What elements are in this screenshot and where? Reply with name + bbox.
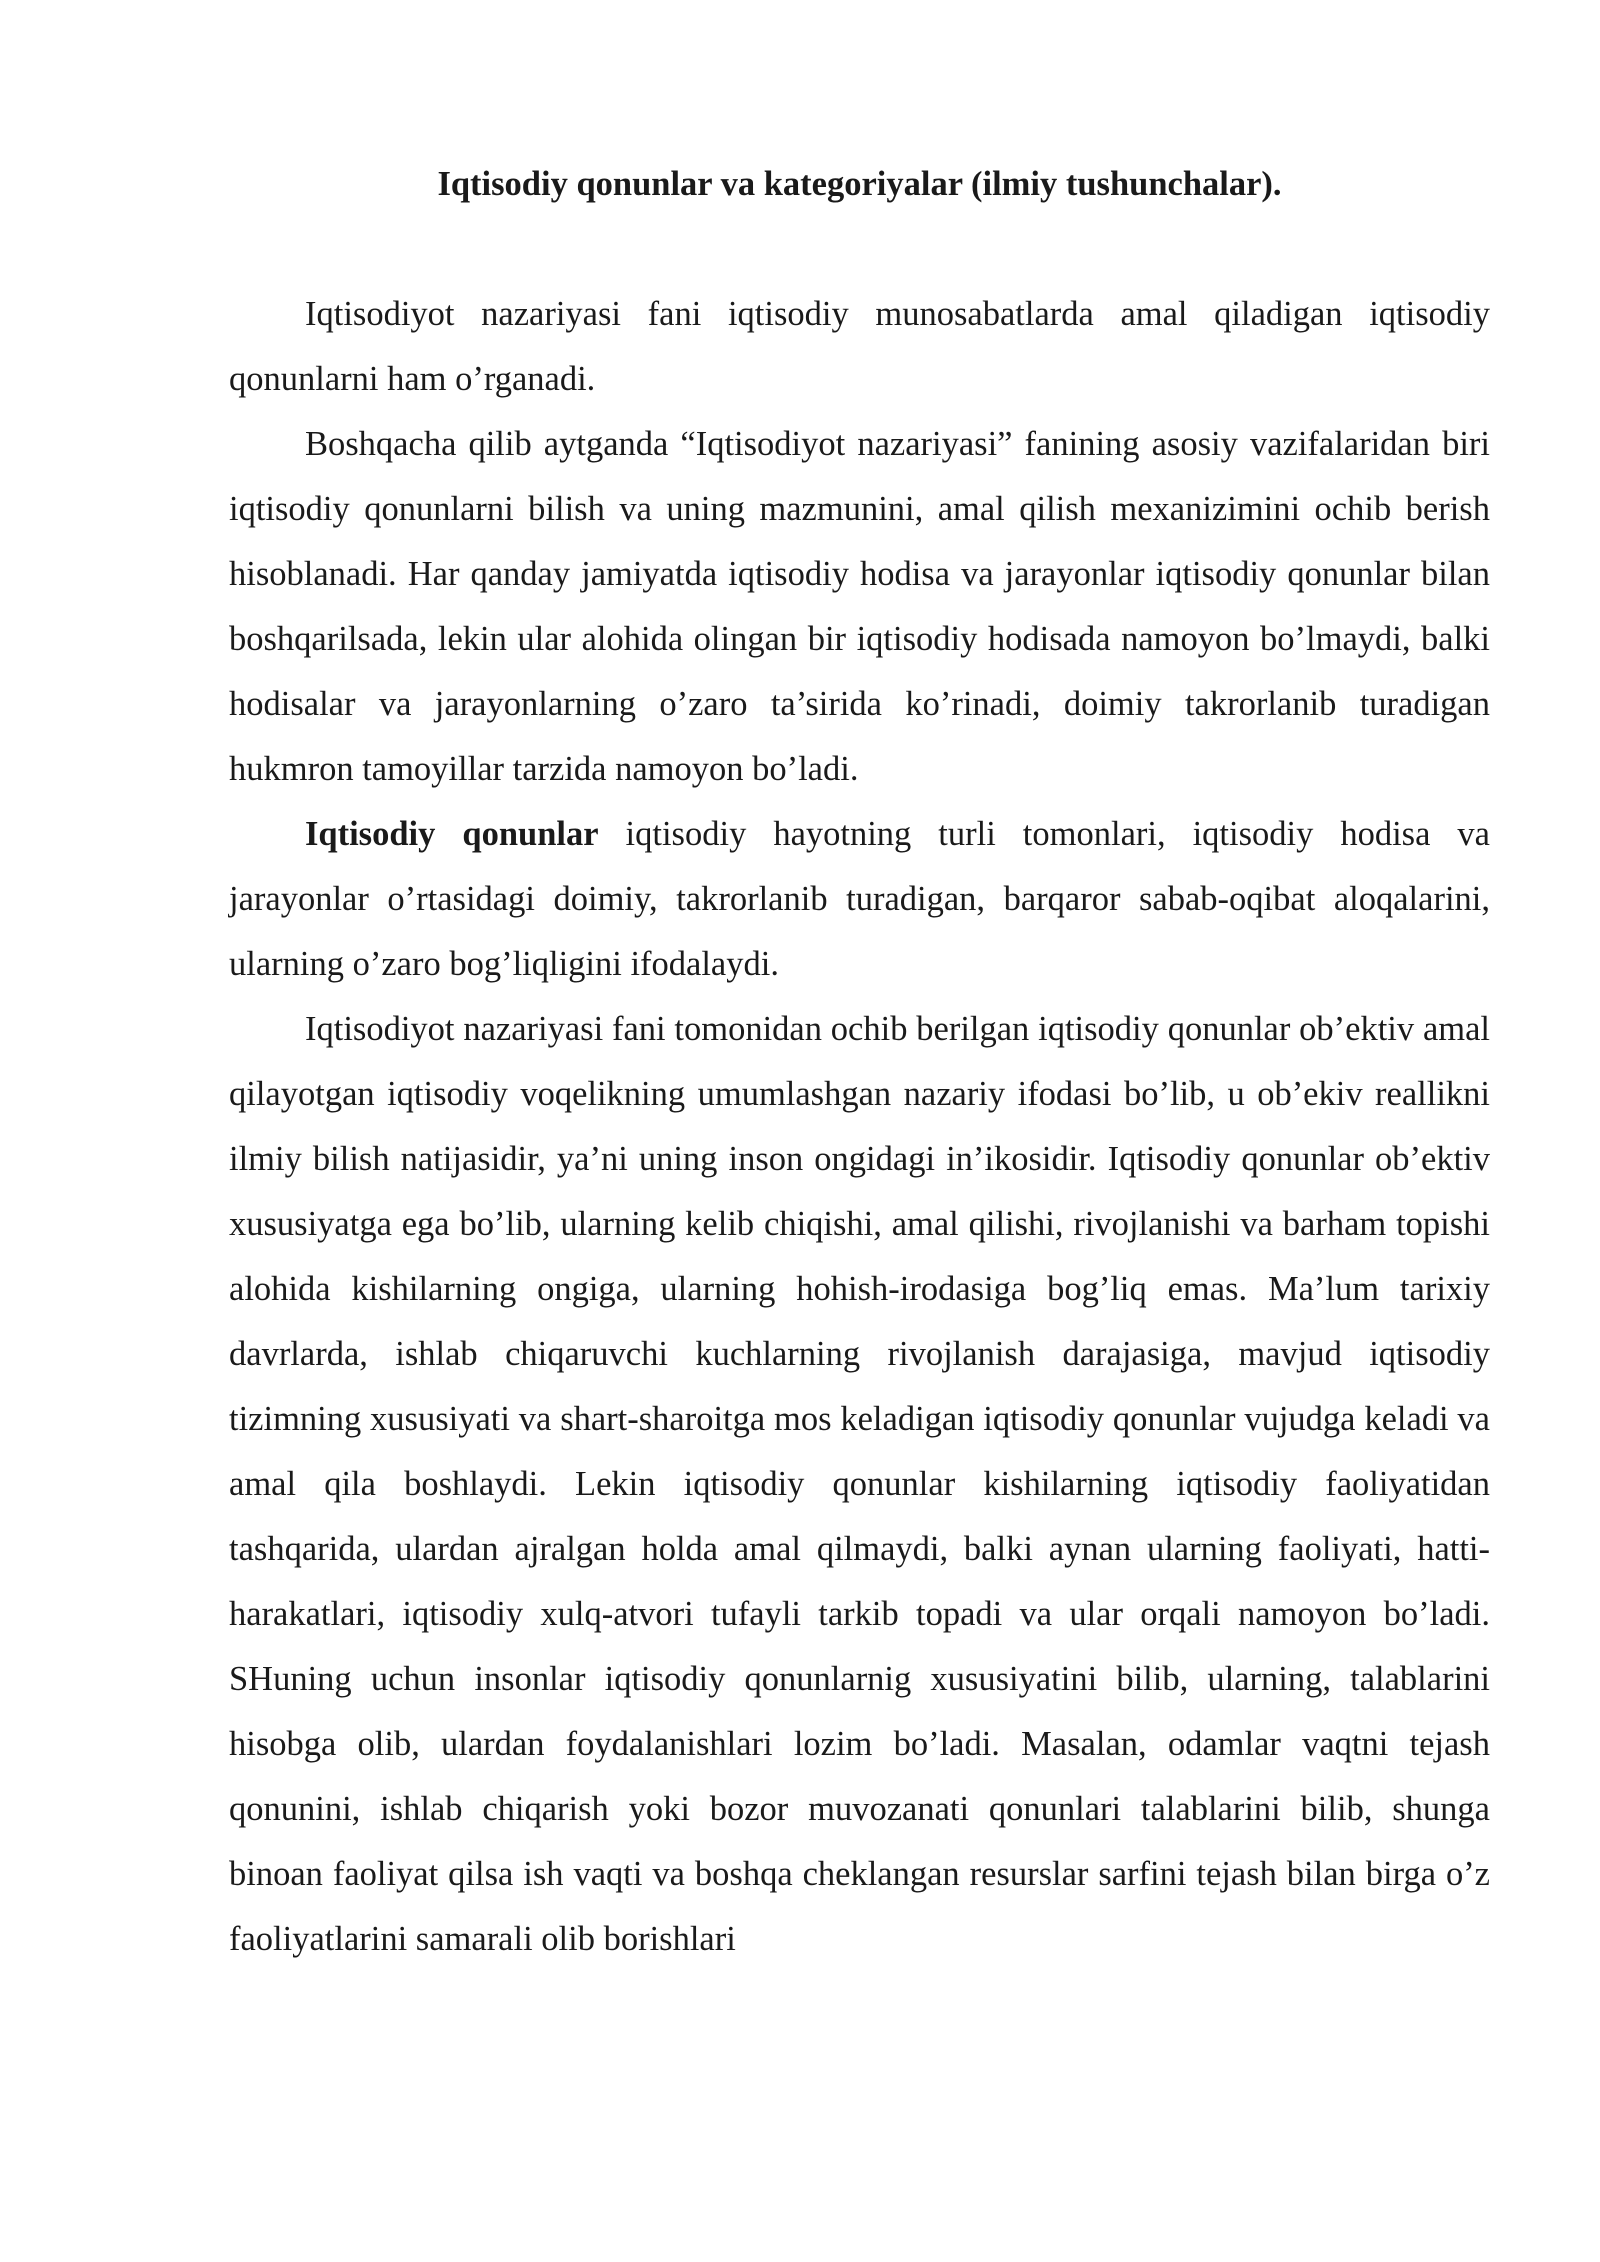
document-title: Iqtisodiy qonunlar va kategoriyalar (ilmiy tushunchalar). bbox=[437, 165, 1282, 203]
paragraph-3-text: iqtisodiy hayotning turli tomonlari, iqtisodiy hodisa va jarayonlar o’rtasidagi doimiy, takrorlanib turadigan, barqaror sabab-oqibat aloqalarini, ularning o’zaro bog’liqligini ifodalaydi. bbox=[229, 815, 1490, 983]
paragraph-4: Iqtisodiyot nazariyasi fani tomonidan ochib berilgan iqtisodiy qonunlar ob’ektiv amal qilayotgan iqtisodiy voqelikning umumlashgan nazariy ifodasi bo’lib, u ob’ekiv reallikni ilmiy bilish natijasidir, ya’ni uning inson ongidagi in’ikosidir. Iqtisodiy qonunlar ob’ektiv xususiyatga ega bo’lib, ularning kelib chiqishi, amal qilishi, rivojlanishi va barham topishi alohida kishilarning ongiga, ularning hohish-irodasiga bog’liq emas. Ma’lum tarixiy davrlarda, ishlab chiqaruvchi kuchlarning rivojlanish darajasiga, mavjud iqtisodiy tizimning xususiyati va shart-sharoitga mos keladigan iqtisodiy qonunlar vujudga keladi va amal qila boshlaydi. Lekin iqtisodiy qonunlar kishilarning iqtisodiy faoliyatidan tashqarida, ulardan ajralgan holda amal qilmaydi, balki aynan ularning faoliyati, hatti-harakatlari, iqtisodiy xulq-atvori tufayli tarkib topadi va ular orqali namoyon bo’ladi. SHuning uchun insonlar iqtisodiy qonunlarnig xususiyatini bilib, ularning, talablarini hisobga olib, ulardan foydalanishlari lozim bo’ladi. Masalan, odamlar vaqtni tejash qonunini, ishlab chiqarish yoki bozor muvozanati qonunlari talablarini bilib, shunga binoan faoliyat qilsa ish vaqti va boshqa cheklangan resurslar sarfini tejash bilan birga o’z faoliyatlarini samarali olib borishlari bbox=[229, 1010, 1490, 1958]
document-body bbox=[229, 152, 1490, 1972]
paragraph-3 bbox=[229, 802, 1490, 997]
bold-term: Iqtisodiy qonunlar bbox=[305, 815, 599, 853]
paragraph-2: Boshqacha qilib aytganda “Iqtisodiyot nazariyasi” fanining asosiy vazifalaridan biri iqtisodiy qonunlarni bilish va uning mazmunini, amal qilish mexanizimini ochib berish hisoblanadi. Har qanday jamiyatda iqtisodiy hodisa va jarayonlar iqtisodiy qonunlar bilan boshqarilsada, lekin ular alohida olingan bir iqtisodiy hodisada namoyon bo’lmaydi, balki hodisalar va jarayonlarning o’zaro ta’sirida ko’rinadi, doimiy takrorlanib turadigan hukmron tamoyillar tarzida namoyon bo’ladi. bbox=[229, 425, 1490, 788]
paragraph-1: Iqtisodiyot nazariyasi fani iqtisodiy munosabatlarda amal qiladigan iqtisodiy qonunlarni ham o’rganadi. bbox=[229, 295, 1490, 398]
